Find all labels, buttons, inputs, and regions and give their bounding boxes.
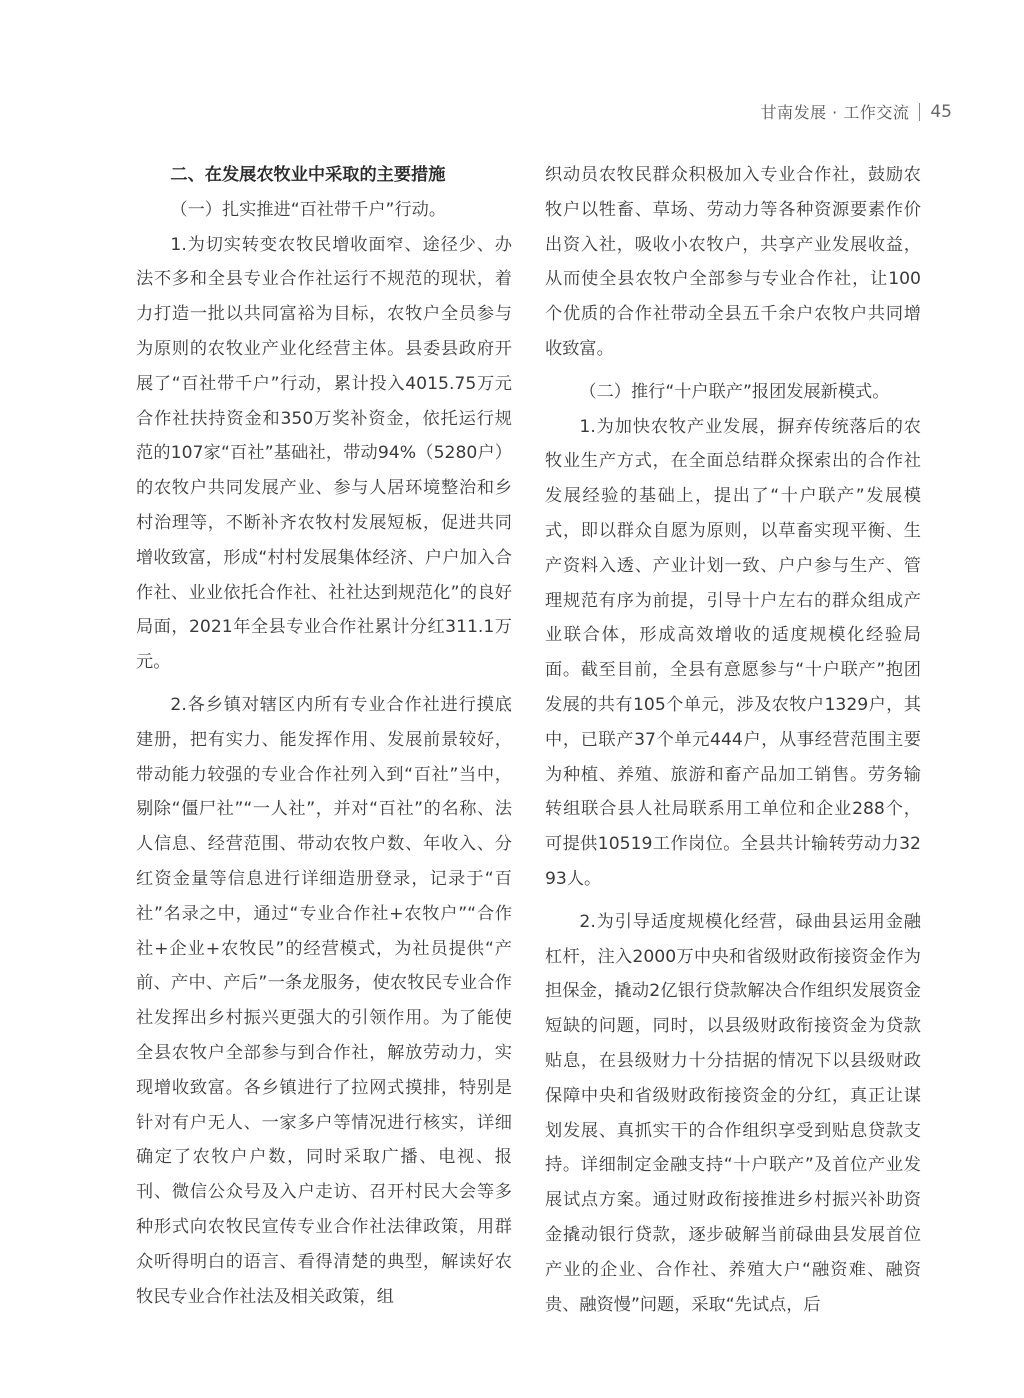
paragraph: 1.为加快农牧产业发展，摒弃传统落后的农牧业生产方式，在全面总结群众探索出的合作社发展经验的基础上，提出了“十户联产”发展模式，即以群众自愿为原则，以草畜实现平衡、生产资料入透、产业计划一致、户户参与生产、管理规范有序为前提，引导十户左右的群众组成产业联合体，形成高效增收的适度规模化经验局面。截至目前，全县有意愿参与“十户联产”抱团发展的共有105个单元，涉及农牧户1329户，其中，已联产37个单元444户，从事经营范围主要为种植、养殖、旅游和畜产品加工销售。劳务输转组联合县人社局联系用工单位和企业288个，可提供10519工作岗位。全县共计输转劳动力3293人。 [545, 416, 921, 889]
page-number: 45 [930, 101, 952, 122]
paragraph: 1.为切实转变农牧民增收面窄、途径少、办法不多和全县专业合作社运行不规范的现状，着力打造一批以共同富裕为目标，农牧户全员参与为原则的农牧业产业化经营主体。县委县政府开展了“百社带千户”行动，累计投入4015.75万元合作社扶持资金和350万奖补资金，依托运行规范的107家“百社”基础社，带动94%（5280户）的农牧户共同发展产业、参与人居环境整治和乡村治理等，不断补齐农牧村发展短板，促进共同增收致富，形成“村村发展集体经济、户户加入合作社、业业依托合作社、社社达到规范化”的良好局面，2021年全县专业合作社累计分红311.1万元。 [136, 234, 512, 673]
subheading: （一）扎实推进“百社带千户”行动。 [170, 199, 447, 220]
paragraph-continued: 织动员农牧民群众积极加入专业合作社，鼓励农牧户以牲畜、草场、劳动力等各种资源要素作价出资入社，吸收小农牧户，共享产业发展收益，从而使全县农牧户全部参与专业合作社，让100个优质的合作社带动全县五千余户农牧户共同增收致富。 [545, 165, 921, 359]
left-column [136, 158, 512, 1314]
right-column [545, 158, 921, 1322]
page-header [761, 100, 952, 123]
subheading: （二）推行“十户联产”报团发展新模式。 [579, 381, 890, 402]
paragraph: 2.为引导适度规模化经营，碌曲县运用金融杠杆，注入2000万中央和省级财政衔接资金作为担保金，撬动2亿银行贷款解决合作组织发展资金短缺的问题，同时，以县级财政衔接资金为贷款贴息，在县级财力十分拮据的情况下以县级财政保障中央和省级财政衔接资金的分红，真正让谋划发展、真抓实干的合作组织享受到贴息贷款支持。详细制定金融支持“十户联产”及首位产业发展试点方案。通过财政衔接推进乡村振兴补助资金撬动银行贷款，逐步破解当前碌曲县发展首位产业的企业、合作社、养殖大户“融资难、融资贵、融资慢”问题，采取“先试点，后 [545, 911, 921, 1315]
paragraph: 2.各乡镇对辖区内所有专业合作社进行摸底建册，把有实力、能发挥作用、发展前景较好，带动能力较强的专业合作社列入到“百社”当中，剔除“僵尸社”“一人社”，并对“百社”的名称、法人信息、经营范围、带动农牧户数、年收入、分红资金量等信息进行详细造册登录，记录于“百社”名录之中，通过“专业合作社+农牧户”“合作社+企业+农牧民”的经营模式，为社员提供“产前、产中、产后”一条龙服务，使农牧民专业合作社发挥出乡村振兴更强大的引领作用。为了能使全县农牧户全部参与到合作社，解放劳动力，实现增收致富。各乡镇进行了拉网式摸排，特别是针对有户无人、一家多户等情况进行核实，详细确定了农牧户户数，同时采取广播、电视、报刊、微信公众号及入户走访、召开村民大会等多种形式向农牧民宣传专业合作社法律政策，用群众听得明白的语言、看得清楚的典型，解读好农牧民专业合作社法及相关政策，组 [136, 694, 512, 1307]
running-title: 甘南发展 · 工作交流 [760, 103, 910, 122]
header-divider [919, 103, 920, 121]
section-heading: 二、在发展农牧业中采取的主要措施 [170, 165, 446, 185]
